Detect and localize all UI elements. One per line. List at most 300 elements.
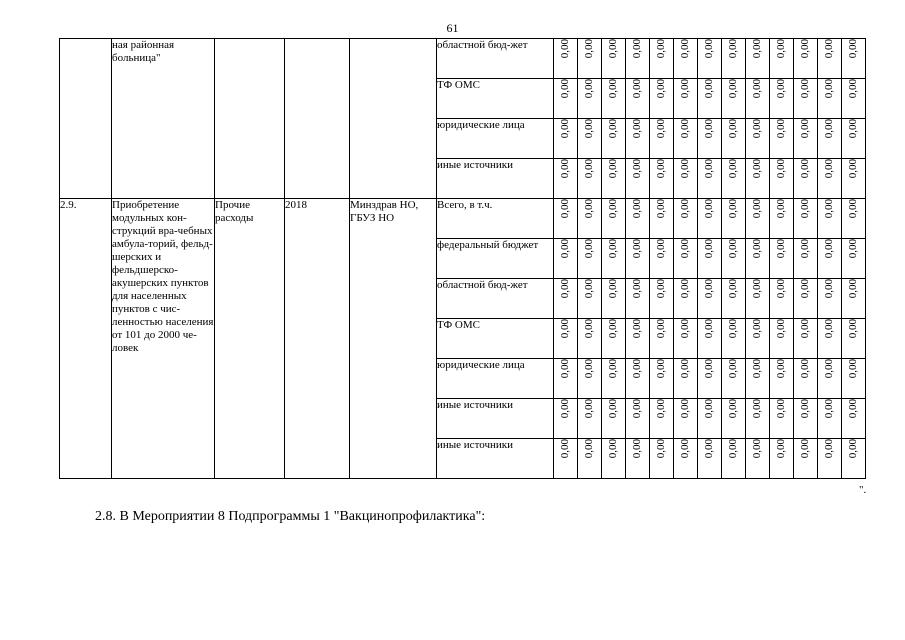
cell-value bbox=[746, 79, 770, 119]
cell-value-text: 0,00 bbox=[751, 39, 763, 59]
cell-value bbox=[650, 239, 674, 279]
cell-value-text: 0,00 bbox=[583, 239, 595, 259]
cell-value-text: 0,00 bbox=[727, 199, 739, 219]
cell-value-text: 0,00 bbox=[607, 79, 619, 99]
cell-expense-type: Прочие расходы bbox=[215, 199, 285, 479]
cell-value-text: 0,00 bbox=[775, 359, 787, 379]
cell-expense-empty bbox=[215, 39, 285, 199]
cell-value-text: 0,00 bbox=[607, 199, 619, 219]
cell-year: 2018 bbox=[285, 199, 350, 479]
cell-value bbox=[698, 439, 722, 479]
cell-value-text: 0,00 bbox=[679, 399, 691, 419]
cell-value-text: 0,00 bbox=[775, 319, 787, 339]
cell-source: ТФ ОМС bbox=[437, 79, 554, 119]
cell-value bbox=[626, 119, 650, 159]
cell-value bbox=[746, 439, 770, 479]
cell-value bbox=[746, 279, 770, 319]
cell-value bbox=[626, 319, 650, 359]
paragraph-text: 2.8. В Мероприятии 8 Подпрограммы 1 "Вакцинопрофилактика": bbox=[95, 509, 486, 524]
cell-value bbox=[722, 239, 746, 279]
cell-value bbox=[818, 319, 842, 359]
cell-value-text: 0,00 bbox=[799, 79, 811, 99]
cell-value bbox=[770, 279, 794, 319]
cell-value bbox=[674, 199, 698, 239]
cell-value-text: 0,00 bbox=[703, 239, 715, 259]
cell-value bbox=[746, 199, 770, 239]
cell-value bbox=[554, 159, 578, 199]
cell-name: Приобретение модульных кон-струкций вра-чебных амбула-торий, фельд-шерских и фельдшерско-акушерских пунктов для населенных пунктов с чис-ленностью населения от 101 до 2000 че-ловек bbox=[112, 199, 215, 479]
cell-value-text: 0,00 bbox=[679, 239, 691, 259]
cell-value-text: 0,00 bbox=[679, 159, 691, 179]
cell-value bbox=[578, 279, 602, 319]
cell-value bbox=[650, 439, 674, 479]
cell-year-empty bbox=[285, 39, 350, 199]
cell-value bbox=[842, 359, 866, 399]
cell-value bbox=[554, 399, 578, 439]
cell-value-text: 0,00 bbox=[607, 159, 619, 179]
cell-value bbox=[746, 159, 770, 199]
cell-value bbox=[554, 39, 578, 79]
cell-value bbox=[602, 199, 626, 239]
cell-value bbox=[770, 119, 794, 159]
cell-value bbox=[794, 79, 818, 119]
cell-source: областной бюд-жет bbox=[437, 39, 554, 79]
cell-value-text: 0,00 bbox=[727, 239, 739, 259]
cell-value-text: 0,00 bbox=[799, 279, 811, 299]
cell-value bbox=[818, 79, 842, 119]
cell-value bbox=[578, 439, 602, 479]
table-body bbox=[60, 39, 866, 479]
cell-value bbox=[578, 359, 602, 399]
cell-value bbox=[626, 199, 650, 239]
cell-value bbox=[842, 79, 866, 119]
cell-value bbox=[746, 39, 770, 79]
cell-value-text: 0,00 bbox=[727, 79, 739, 99]
cell-value-text: 0,00 bbox=[655, 359, 667, 379]
cell-value bbox=[578, 239, 602, 279]
cell-value bbox=[554, 319, 578, 359]
cell-value-text: 0,00 bbox=[583, 359, 595, 379]
cell-value bbox=[674, 439, 698, 479]
cell-value bbox=[602, 319, 626, 359]
cell-value bbox=[626, 79, 650, 119]
cell-value bbox=[770, 439, 794, 479]
cell-value bbox=[818, 439, 842, 479]
cell-value bbox=[698, 319, 722, 359]
cell-value-text: 0,00 bbox=[799, 439, 811, 459]
cell-value-text: 0,00 bbox=[679, 319, 691, 339]
cell-value-text: 0,00 bbox=[727, 279, 739, 299]
cell-value-text: 0,00 bbox=[559, 239, 571, 259]
cell-value-text: 0,00 bbox=[847, 439, 859, 459]
cell-source: иные источники bbox=[437, 399, 554, 439]
cell-value-text: 0,00 bbox=[751, 119, 763, 139]
cell-value-text: 0,00 bbox=[655, 79, 667, 99]
cell-value bbox=[650, 399, 674, 439]
cell-value-text: 0,00 bbox=[559, 199, 571, 219]
cell-value-text: 0,00 bbox=[679, 279, 691, 299]
table-row bbox=[60, 39, 866, 79]
cell-value bbox=[818, 399, 842, 439]
cell-value-text: 0,00 bbox=[847, 319, 859, 339]
cell-value bbox=[794, 439, 818, 479]
cell-value-text: 0,00 bbox=[775, 159, 787, 179]
cell-value-text: 0,00 bbox=[727, 159, 739, 179]
cell-value bbox=[602, 239, 626, 279]
cell-value-text: 0,00 bbox=[775, 279, 787, 299]
cell-value-text: 0,00 bbox=[799, 359, 811, 379]
cell-value bbox=[602, 279, 626, 319]
cell-value-text: 0,00 bbox=[799, 199, 811, 219]
cell-value bbox=[746, 399, 770, 439]
cell-value-text: 0,00 bbox=[559, 39, 571, 59]
cell-value-text: 0,00 bbox=[823, 39, 835, 59]
cell-value-text: 0,00 bbox=[727, 399, 739, 419]
cell-value bbox=[578, 119, 602, 159]
cell-value-text: 0,00 bbox=[703, 359, 715, 379]
cell-value bbox=[794, 239, 818, 279]
cell-value bbox=[698, 199, 722, 239]
cell-value bbox=[674, 39, 698, 79]
cell-value-text: 0,00 bbox=[823, 239, 835, 259]
cell-value bbox=[794, 159, 818, 199]
cell-value-text: 0,00 bbox=[631, 39, 643, 59]
cell-value-text: 0,00 bbox=[823, 399, 835, 419]
cell-value-text: 0,00 bbox=[583, 439, 595, 459]
cell-value-text: 0,00 bbox=[655, 239, 667, 259]
cell-value-text: 0,00 bbox=[631, 239, 643, 259]
cell-value bbox=[554, 279, 578, 319]
cell-value-text: 0,00 bbox=[847, 399, 859, 419]
cell-value-text: 0,00 bbox=[631, 79, 643, 99]
cell-value bbox=[818, 359, 842, 399]
cell-value-text: 0,00 bbox=[631, 319, 643, 339]
cell-value-text: 0,00 bbox=[559, 119, 571, 139]
cell-value bbox=[602, 119, 626, 159]
cell-source: федеральный бюджет bbox=[437, 239, 554, 279]
cell-value bbox=[674, 79, 698, 119]
cell-number-empty bbox=[60, 39, 112, 199]
cell-value bbox=[674, 239, 698, 279]
cell-value bbox=[818, 39, 842, 79]
cell-value bbox=[842, 279, 866, 319]
cell-value bbox=[746, 359, 770, 399]
cell-value-text: 0,00 bbox=[679, 39, 691, 59]
cell-value bbox=[842, 399, 866, 439]
cell-value-text: 0,00 bbox=[703, 159, 715, 179]
cell-value-text: 0,00 bbox=[583, 199, 595, 219]
cell-value bbox=[602, 439, 626, 479]
cell-value-text: 0,00 bbox=[631, 359, 643, 379]
cell-value bbox=[626, 39, 650, 79]
cell-value bbox=[722, 439, 746, 479]
cell-value bbox=[770, 319, 794, 359]
cell-value bbox=[722, 199, 746, 239]
cell-value-text: 0,00 bbox=[799, 399, 811, 419]
cell-value bbox=[722, 119, 746, 159]
cell-value-text: 0,00 bbox=[655, 279, 667, 299]
cell-value bbox=[794, 199, 818, 239]
cell-value bbox=[578, 39, 602, 79]
cell-value-text: 0,00 bbox=[727, 39, 739, 59]
cell-value bbox=[722, 399, 746, 439]
cell-value-text: 0,00 bbox=[727, 439, 739, 459]
cell-value bbox=[746, 239, 770, 279]
cell-value bbox=[626, 159, 650, 199]
cell-value-text: 0,00 bbox=[607, 439, 619, 459]
cell-value-text: 0,00 bbox=[607, 399, 619, 419]
cell-value-text: 0,00 bbox=[583, 399, 595, 419]
cell-value-text: 0,00 bbox=[559, 279, 571, 299]
cell-value-text: 0,00 bbox=[631, 199, 643, 219]
cell-value-text: 0,00 bbox=[631, 159, 643, 179]
cell-value-text: 0,00 bbox=[559, 79, 571, 99]
cell-value bbox=[842, 119, 866, 159]
cell-value bbox=[818, 119, 842, 159]
cell-value bbox=[794, 359, 818, 399]
cell-value bbox=[842, 319, 866, 359]
cell-value-text: 0,00 bbox=[751, 199, 763, 219]
cell-value-text: 0,00 bbox=[751, 79, 763, 99]
cell-value-text: 0,00 bbox=[703, 319, 715, 339]
cell-value bbox=[626, 399, 650, 439]
cell-value bbox=[842, 159, 866, 199]
cell-value bbox=[554, 199, 578, 239]
cell-value bbox=[794, 39, 818, 79]
cell-value-text: 0,00 bbox=[655, 159, 667, 179]
cell-executor-empty bbox=[350, 39, 437, 199]
cell-value-text: 0,00 bbox=[703, 439, 715, 459]
cell-value bbox=[770, 359, 794, 399]
cell-value bbox=[746, 319, 770, 359]
cell-value bbox=[818, 239, 842, 279]
cell-value-text: 0,00 bbox=[847, 359, 859, 379]
cell-value bbox=[674, 119, 698, 159]
cell-value-text: 0,00 bbox=[823, 439, 835, 459]
cell-value-text: 0,00 bbox=[655, 119, 667, 139]
cell-value-text: 0,00 bbox=[607, 119, 619, 139]
cell-value bbox=[722, 279, 746, 319]
cell-value-text: 0,00 bbox=[751, 319, 763, 339]
cell-source: юридические лица bbox=[437, 119, 554, 159]
cell-value bbox=[650, 79, 674, 119]
cell-value bbox=[722, 39, 746, 79]
cell-value bbox=[794, 319, 818, 359]
cell-value bbox=[698, 119, 722, 159]
cell-value bbox=[746, 119, 770, 159]
cell-value-text: 0,00 bbox=[751, 239, 763, 259]
cell-value bbox=[722, 79, 746, 119]
cell-value bbox=[794, 399, 818, 439]
cell-value-text: 0,00 bbox=[559, 399, 571, 419]
cell-value bbox=[650, 319, 674, 359]
cell-value bbox=[770, 39, 794, 79]
cell-value-text: 0,00 bbox=[799, 239, 811, 259]
closing-quote: ". bbox=[859, 484, 867, 496]
cell-value-text: 0,00 bbox=[799, 39, 811, 59]
cell-value-text: 0,00 bbox=[847, 119, 859, 139]
table-row bbox=[60, 199, 866, 239]
cell-value bbox=[626, 439, 650, 479]
cell-value bbox=[722, 159, 746, 199]
cell-value-text: 0,00 bbox=[823, 79, 835, 99]
cell-value bbox=[842, 39, 866, 79]
cell-value-text: 0,00 bbox=[607, 279, 619, 299]
cell-value bbox=[650, 159, 674, 199]
cell-value bbox=[650, 199, 674, 239]
cell-source: юридические лица bbox=[437, 359, 554, 399]
cell-source: областной бюд-жет bbox=[437, 279, 554, 319]
cell-value-text: 0,00 bbox=[607, 359, 619, 379]
cell-value bbox=[770, 399, 794, 439]
cell-value-text: 0,00 bbox=[775, 119, 787, 139]
cell-value-text: 0,00 bbox=[847, 279, 859, 299]
cell-value-text: 0,00 bbox=[703, 119, 715, 139]
cell-value bbox=[602, 359, 626, 399]
cell-value-text: 0,00 bbox=[775, 199, 787, 219]
cell-value bbox=[626, 239, 650, 279]
cell-value-text: 0,00 bbox=[751, 279, 763, 299]
cell-value bbox=[818, 199, 842, 239]
cell-value-text: 0,00 bbox=[607, 319, 619, 339]
cell-value bbox=[674, 279, 698, 319]
cell-value bbox=[794, 119, 818, 159]
cell-value-text: 0,00 bbox=[631, 279, 643, 299]
cell-value bbox=[698, 399, 722, 439]
cell-value bbox=[602, 399, 626, 439]
cell-value bbox=[698, 239, 722, 279]
cell-value-text: 0,00 bbox=[799, 319, 811, 339]
cell-value-text: 0,00 bbox=[775, 439, 787, 459]
cell-value-text: 0,00 bbox=[847, 79, 859, 99]
cell-value-text: 0,00 bbox=[655, 439, 667, 459]
cell-value-text: 0,00 bbox=[775, 39, 787, 59]
cell-value-text: 0,00 bbox=[775, 239, 787, 259]
cell-value bbox=[578, 399, 602, 439]
cell-value bbox=[578, 79, 602, 119]
cell-value bbox=[794, 279, 818, 319]
cell-value bbox=[602, 159, 626, 199]
cell-value-text: 0,00 bbox=[823, 359, 835, 379]
cell-value bbox=[770, 159, 794, 199]
cell-value-text: 0,00 bbox=[655, 199, 667, 219]
cell-value bbox=[602, 79, 626, 119]
cell-value-text: 0,00 bbox=[631, 399, 643, 419]
cell-value-text: 0,00 bbox=[703, 199, 715, 219]
cell-value-text: 0,00 bbox=[679, 439, 691, 459]
cell-value bbox=[650, 119, 674, 159]
cell-value-text: 0,00 bbox=[703, 399, 715, 419]
cell-value bbox=[722, 319, 746, 359]
cell-value-text: 0,00 bbox=[847, 239, 859, 259]
cell-value-text: 0,00 bbox=[655, 319, 667, 339]
cell-value-text: 0,00 bbox=[559, 439, 571, 459]
cell-value bbox=[578, 159, 602, 199]
cell-value-text: 0,00 bbox=[679, 359, 691, 379]
cell-value-text: 0,00 bbox=[679, 79, 691, 99]
cell-value-text: 0,00 bbox=[823, 279, 835, 299]
cell-value bbox=[674, 399, 698, 439]
cell-name: ная районная больница" bbox=[112, 39, 215, 199]
cell-value bbox=[674, 159, 698, 199]
cell-value bbox=[842, 199, 866, 239]
cell-value-text: 0,00 bbox=[703, 79, 715, 99]
cell-value-text: 0,00 bbox=[583, 39, 595, 59]
cell-value-text: 0,00 bbox=[583, 119, 595, 139]
cell-value bbox=[698, 39, 722, 79]
cell-value-text: 0,00 bbox=[583, 79, 595, 99]
cell-value-text: 0,00 bbox=[799, 159, 811, 179]
cell-value-text: 0,00 bbox=[775, 399, 787, 419]
cell-value-text: 0,00 bbox=[751, 439, 763, 459]
cell-number: 2.9. bbox=[60, 199, 112, 479]
cell-value-text: 0,00 bbox=[679, 119, 691, 139]
cell-value-text: 0,00 bbox=[847, 199, 859, 219]
cell-value bbox=[650, 359, 674, 399]
cell-value bbox=[842, 239, 866, 279]
cell-value-text: 0,00 bbox=[583, 159, 595, 179]
page-number: 61 bbox=[446, 21, 459, 35]
cell-source: Всего, в т.ч. bbox=[437, 199, 554, 239]
cell-value-text: 0,00 bbox=[679, 199, 691, 219]
cell-value-text: 0,00 bbox=[823, 119, 835, 139]
cell-value bbox=[698, 79, 722, 119]
cell-value-text: 0,00 bbox=[559, 319, 571, 339]
budget-table bbox=[59, 38, 866, 479]
cell-value bbox=[674, 319, 698, 359]
cell-source: иные источники bbox=[437, 159, 554, 199]
cell-value bbox=[770, 79, 794, 119]
cell-value-text: 0,00 bbox=[751, 159, 763, 179]
cell-value bbox=[554, 439, 578, 479]
cell-value-text: 0,00 bbox=[823, 159, 835, 179]
cell-value bbox=[818, 159, 842, 199]
cell-value bbox=[554, 79, 578, 119]
cell-value-text: 0,00 bbox=[631, 439, 643, 459]
cell-value-text: 0,00 bbox=[703, 39, 715, 59]
cell-value bbox=[842, 439, 866, 479]
cell-value-text: 0,00 bbox=[583, 319, 595, 339]
cell-value bbox=[554, 239, 578, 279]
cell-value bbox=[650, 279, 674, 319]
cell-value bbox=[626, 359, 650, 399]
cell-value bbox=[770, 239, 794, 279]
cell-value bbox=[578, 199, 602, 239]
cell-value-text: 0,00 bbox=[727, 359, 739, 379]
cell-value-text: 0,00 bbox=[751, 399, 763, 419]
cell-value bbox=[818, 279, 842, 319]
cell-value-text: 0,00 bbox=[559, 359, 571, 379]
cell-value-text: 0,00 bbox=[847, 39, 859, 59]
cell-value bbox=[770, 199, 794, 239]
cell-value bbox=[698, 159, 722, 199]
cell-value bbox=[650, 39, 674, 79]
cell-value-text: 0,00 bbox=[727, 119, 739, 139]
cell-source: ТФ ОМС bbox=[437, 319, 554, 359]
cell-value-text: 0,00 bbox=[799, 119, 811, 139]
cell-source: иные источники bbox=[437, 439, 554, 479]
cell-executor: Минздрав НО, ГБУЗ НО bbox=[350, 199, 437, 479]
cell-value-text: 0,00 bbox=[823, 199, 835, 219]
cell-value bbox=[578, 319, 602, 359]
cell-value bbox=[674, 359, 698, 399]
cell-value bbox=[554, 359, 578, 399]
cell-value-text: 0,00 bbox=[559, 159, 571, 179]
cell-value-text: 0,00 bbox=[847, 159, 859, 179]
cell-value-text: 0,00 bbox=[655, 39, 667, 59]
cell-value-text: 0,00 bbox=[703, 279, 715, 299]
cell-value-text: 0,00 bbox=[607, 239, 619, 259]
